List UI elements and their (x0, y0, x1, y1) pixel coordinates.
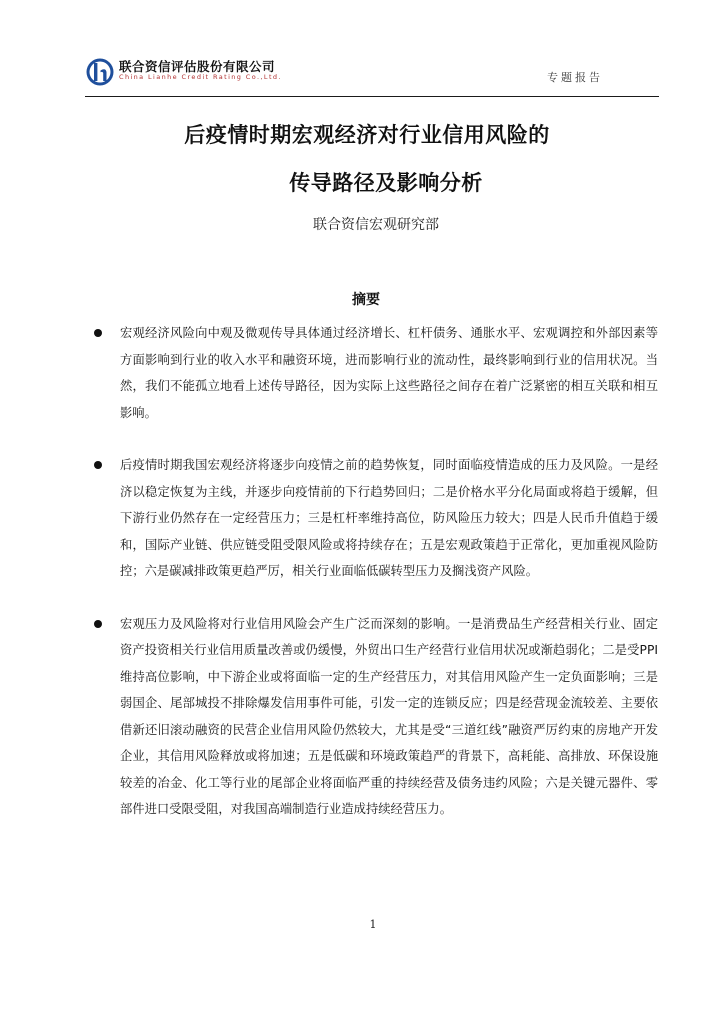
company-name-en: China Lianhe Credit Rating Co.,Ltd. (119, 73, 282, 81)
abstract-bullet-text: 后疫情时期我国宏观经济将逐步向疫情之前的趋势恢复，同时面临疫情造成的压力及风险。一是经济以稳定恢复为主线，并逐步向疫情前的下行趋势回归；二是价格水平分化局面或将趋于缓解，但下游行业仍然存在一定经营压力；三是杠杆率维持高位，防风险压力较大；四是人民币升值趋于缓和，国际产业链、供应链受阻受限风险或将持续存在；五是宏观政策趋于正常化，更加重视风险防控；六是碳减排政策更趋严厉，相关行业面临低碳转型压力及搁浅资产风险。 (120, 458, 658, 578)
page-number: 1 (369, 918, 377, 931)
lianhe-logo-icon (85, 57, 115, 87)
report-type-label: 专题报告 (547, 71, 603, 84)
abstract-bullet-list (120, 320, 658, 849)
bullet-dot-icon (94, 461, 102, 469)
abstract-bullet-2 (120, 452, 658, 585)
abstract-bullet-text: 宏观经济风险向中观及微观传导具体通过经济增长、杠杆债务、通胀水平、宏观调控和外部因素等方面影响到行业的收入水平和融资环境，进而影响行业的流动性，最终影响到行业的信用状况。当然，我们不能孤立地看上述传导路径，因为实际上这些路径之间存在着广泛紧密的相互关联和相互影响。 (120, 326, 658, 420)
bullet-dot-icon (94, 620, 102, 628)
document-title-line1: 后疫情时期宏观经济对行业信用风险的 (184, 123, 550, 147)
abstract-heading: 摘要 (352, 292, 380, 308)
document-title-line2: 传导路径及影响分析 (289, 171, 483, 195)
abstract-bullet-text: 宏观压力及风险将对行业信用风险会产生广泛而深刻的影响。一是消费品生产经营相关行业、固定资产投资相关行业信用质量改善或仍缓慢，外贸出口生产经营行业信用状况或渐趋弱化；二是受PPI维持高位影响，中下游企业或将面临一定的生产经营压力，对其信用风险产生一定负面影响；三是弱国企、尾部城投不排除爆发信用事件可能，引发一定的连锁反应；四是经营现金流较差、主要依借新还旧滚动融资的民营企业信用风险仍然较大，尤其是受“三道红线”融资严厉约束的房地产开发企业，其信用风险释放或将加速；五是低碳和环境政策趋严的背景下，高耗能、高排放、环保设施较差的冶金、化工等行业的尾部企业将面临严重的持续经营及债务违约风险；六是关键元器件、零部件进口受限受阻，对我国高端制造行业造成持续经营压力。 (120, 616, 658, 816)
company-name-cn: 联合资信评估股份有限公司 (119, 59, 276, 74)
abstract-bullet-3 (120, 611, 658, 823)
page-header (85, 52, 659, 97)
abstract-bullet-1 (120, 320, 658, 426)
author-department: 联合资信宏观研究部 (313, 217, 439, 233)
bullet-dot-icon (94, 329, 102, 337)
